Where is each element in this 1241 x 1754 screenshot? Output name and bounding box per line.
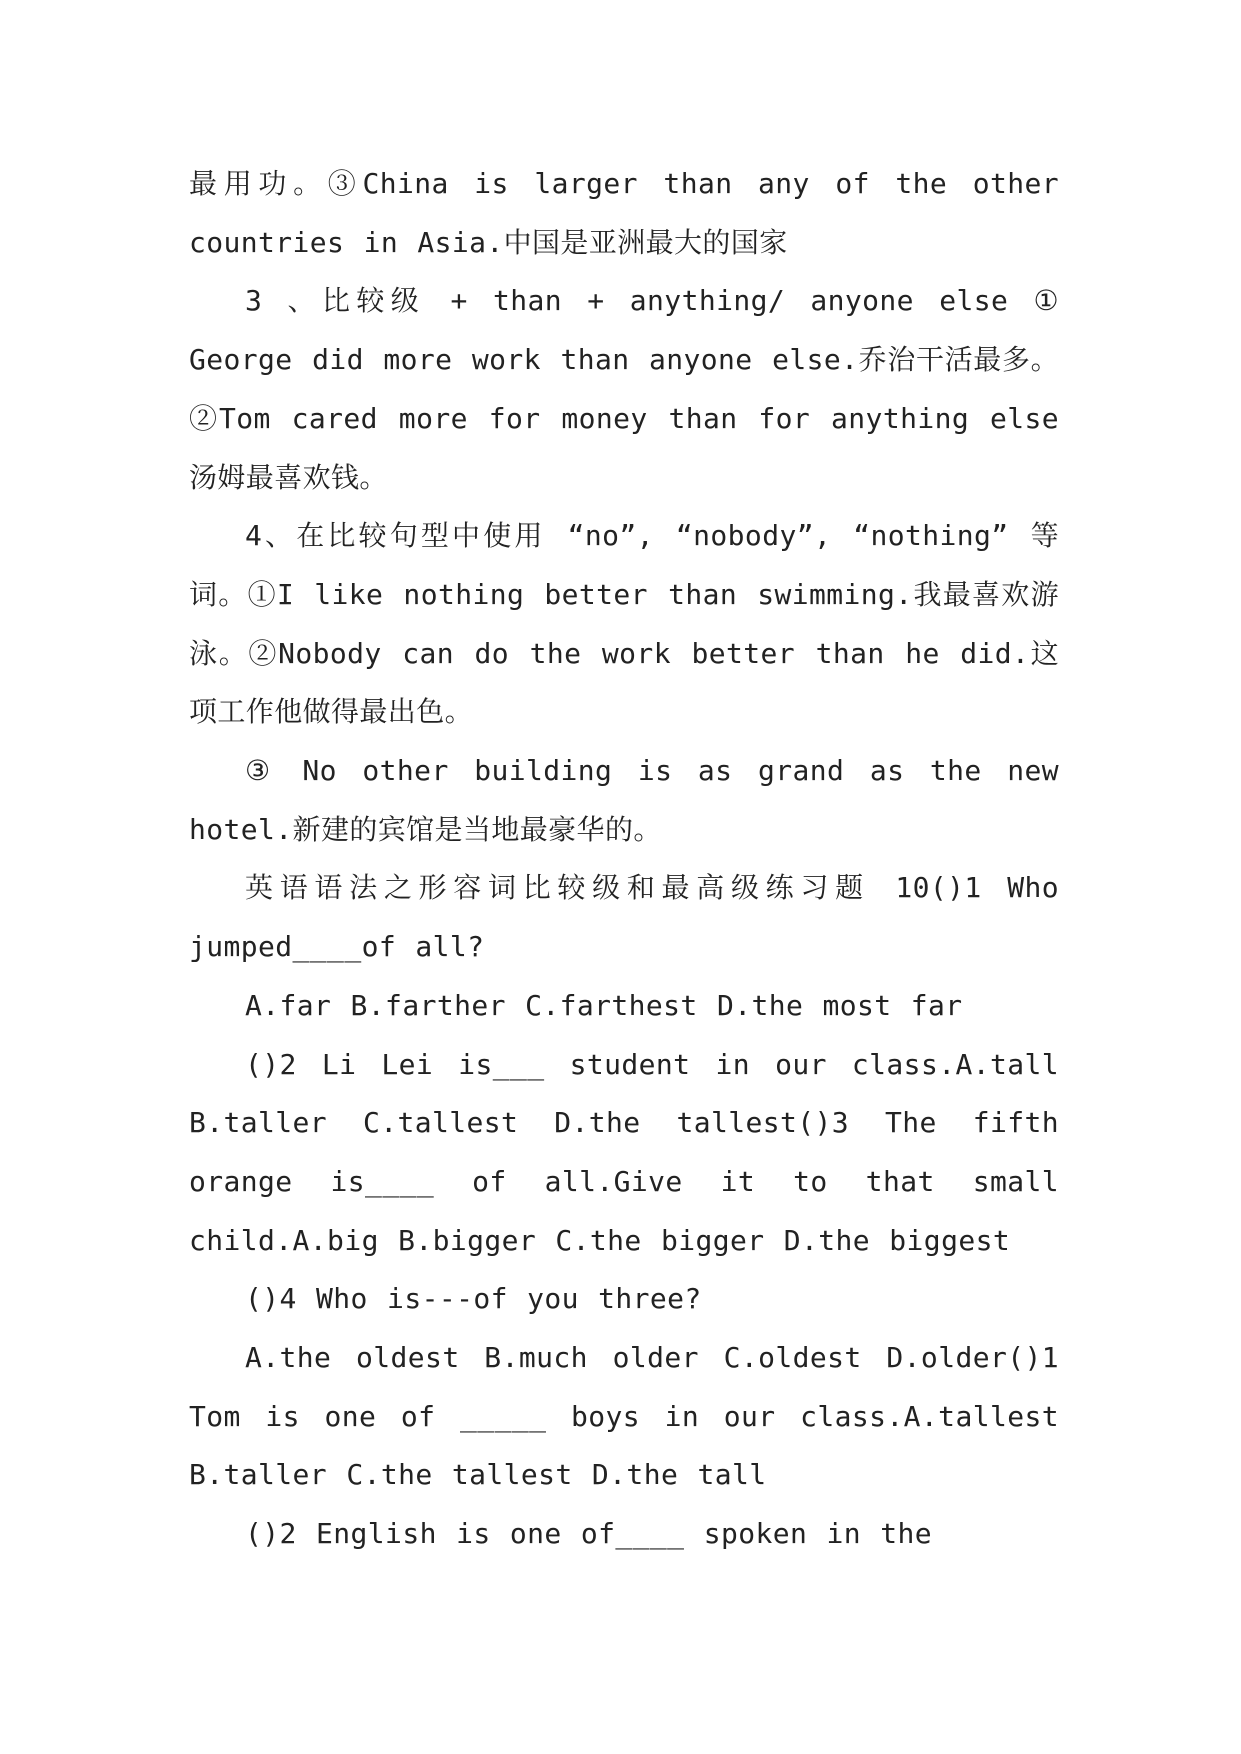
paragraph-continuation: 最用功。③China is larger than any of the other countries in Asia.中国是亚洲最大的国家	[189, 167, 1059, 259]
document-page	[189, 155, 1059, 1564]
paragraph-question-2-partial: ()2 English is one of____ spoken in the	[245, 1517, 933, 1551]
paragraph-rule-4: 4、在比较句型中使用 “no”, “nobody”, “nothing” 等词。①I like nothing better than swimming.我最喜欢游泳。②Nobody can do the work better than he did.这项工作他做得最出色。	[189, 519, 1059, 729]
paragraph-rule-3: 3 、比较级 + than + anything/ anyone else ① George did more work than anyone else.乔治干活最多。②Tom cared more for money than for anything else 汤姆最喜欢钱。	[189, 284, 1059, 494]
paragraph-options-question-1: A.the oldest B.much older C.oldest D.older()1 Tom is one of _____ boys in our class.A.tallest B.taller C.the tallest D.the tall	[189, 1341, 1059, 1492]
paragraph-options: A.far B.farther C.farthest D.the most far	[245, 988, 963, 1022]
paragraph-questions-2-3: ()2 Li Lei is___ student in our class.A.tall B.taller C.tallest D.the tallest()3 The fifth orange is____ of all.Give it to that small child.A.big B.bigger C.the bigger D.the biggest	[189, 1047, 1059, 1257]
paragraph-example-3: ③ No other building is as grand as the new hotel.新建的宾馆是当地最豪华的。	[189, 754, 1059, 846]
paragraph-exercise-title: 英语语法之形容词比较级和最高级练习题 10()1 Who jumped____of all?	[189, 871, 1059, 964]
paragraph-question-4: ()4 Who is---of you three?	[245, 1282, 702, 1316]
